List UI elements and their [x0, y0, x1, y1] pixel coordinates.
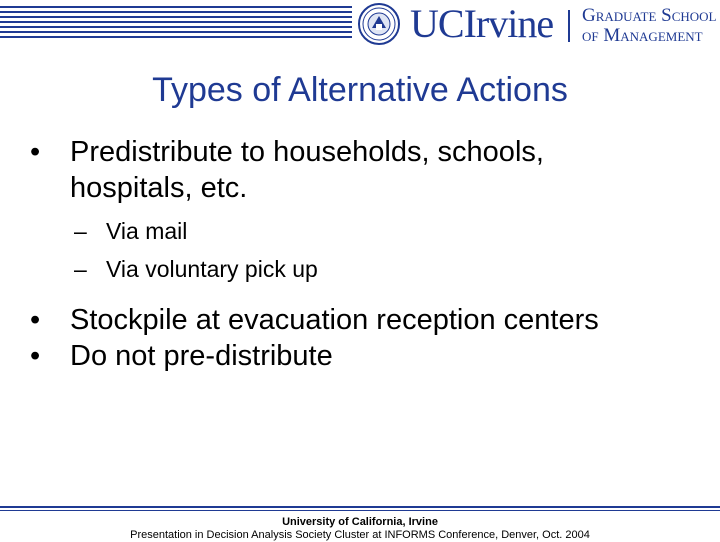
sub-bullet-text: Via mail	[106, 218, 188, 244]
sub-bullet-dash: –	[74, 256, 87, 282]
bullet-text: Stockpile at evacuation reception centers	[70, 304, 599, 336]
bullet-text: Do not pre-distribute	[70, 340, 333, 372]
school-name-line1: Graduate School	[582, 5, 717, 26]
uc-irvine-logo: UCIrvine	[410, 1, 554, 46]
bullet-item	[30, 338, 710, 374]
school-name	[582, 6, 716, 46]
bullet-text: hospitals, etc.	[70, 172, 248, 204]
bullet-dot: •	[30, 304, 41, 336]
bullet-list	[30, 134, 710, 374]
slide-header	[0, 0, 720, 48]
slide-footer	[0, 506, 720, 542]
header-stripes	[0, 6, 352, 42]
school-name-line2: of Management	[582, 25, 703, 46]
bullet-text: Predistribute to households, schools,	[70, 136, 544, 168]
sub-bullet-dash: –	[74, 218, 87, 244]
footer-rule-thin	[0, 510, 720, 511]
slide-title: Types of Alternative Actions	[152, 71, 568, 109]
sub-bullet-item	[30, 212, 710, 250]
sub-bullet-text: Via voluntary pick up	[106, 256, 318, 282]
footer-presentation-note: Presentation in Decision Analysis Society Cluster at INFORMS Conference, Denver, Oct. 2004	[130, 529, 590, 541]
uc-seal-icon	[354, 2, 404, 46]
bullet-dot: •	[30, 340, 41, 372]
sub-bullet-item	[30, 250, 710, 288]
logo-divider	[568, 10, 570, 42]
bullet-item	[30, 302, 710, 338]
bullet-item	[30, 134, 710, 206]
footer-rule	[0, 506, 720, 508]
footer-institution: University of California, Irvine	[282, 516, 438, 528]
bullet-dot: •	[30, 136, 41, 168]
